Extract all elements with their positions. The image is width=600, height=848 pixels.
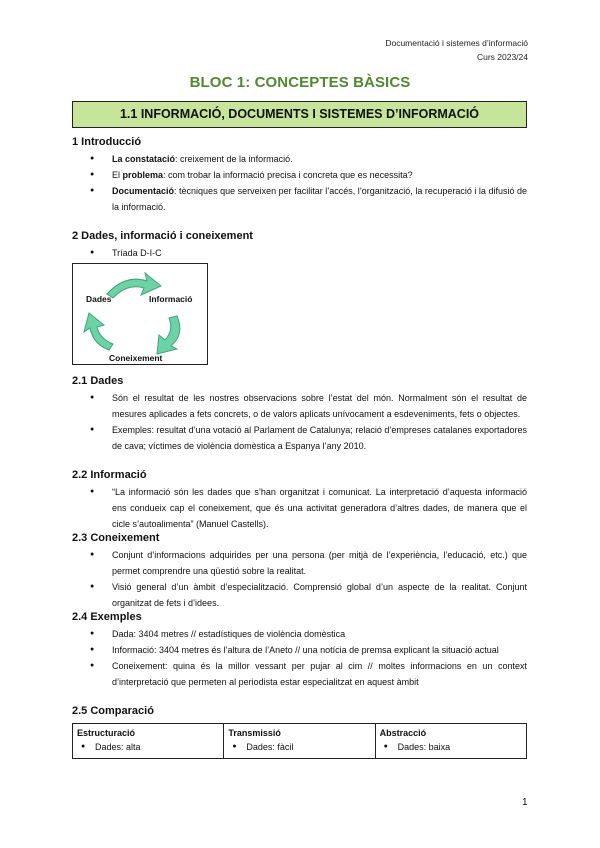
comparacio-heading: 2.5 Comparació	[72, 705, 154, 717]
column-title: Estructuració	[77, 728, 136, 738]
comparison-table	[72, 723, 527, 759]
column-value: ● Dades: baixa	[380, 740, 522, 754]
dic-cycle-diagram	[72, 263, 208, 365]
column-title: Abstracció	[379, 728, 427, 738]
coneixement-heading: 2.3 Coneixement	[72, 532, 160, 544]
label-dades: Dades	[86, 294, 112, 304]
exemples-list	[90, 626, 527, 690]
list-item: ● Informació: 3404 metres és l’altura de l’Aneto // una notícia de premsa explicant la situació actual	[90, 642, 527, 658]
label-coneixement: Coneixement	[109, 353, 163, 363]
dic-list	[90, 245, 527, 261]
dic-heading: 2 Dades, informació i coneixement	[72, 230, 253, 242]
list-item: ● Conjunt d’informacions adquirides per una persona (per mitjà de l’experiència, l’educació, etc.) que permet comprendre una qüestió sobre la realitat.	[90, 547, 527, 579]
list-item: ● Visió general d’un àmbit d’especialització. Comprensió global d’un aspecte de la realitat. Conjunt organitzat de fets i d’idees.	[90, 579, 527, 611]
item-text: : com trobar la informació precisa i concreta que es necessita?	[163, 170, 413, 180]
bloc-title: BLOC 1: CONCEPTES BÀSICS	[189, 74, 411, 91]
list-item: ● Dada: 3404 metres // estadístiques de violència domèstica	[90, 626, 527, 642]
column-value: ● Dades: alta	[77, 740, 219, 754]
informacio-list	[90, 484, 527, 532]
term: Documentació	[112, 186, 175, 196]
table-cell	[73, 724, 224, 759]
intro-heading: 1 Introducció	[72, 136, 142, 148]
header-course: Curs 2023/24	[476, 52, 528, 62]
label-informacio: Informació	[149, 294, 193, 304]
arrow-informacio-coneixement-icon	[157, 316, 180, 354]
list-item: ● “La informació són les dades que s’han organitzat i comunicat. La interpretació d’aquesta informació ens condueix cap el coneixement, que és una activitat generadora d’altres dades, de manera que el cicle s’autoalimenta” (Manuel Castells).	[90, 484, 527, 532]
list-item	[90, 167, 527, 183]
arrow-coneixement-dades-icon	[84, 313, 113, 350]
dades-heading: 2.1 Dades	[72, 375, 124, 387]
section-title: 1.1 INFORMACIÓ, DOCUMENTS I SISTEMES D’INFORMACIÓ	[72, 101, 527, 128]
coneixement-list	[90, 547, 527, 611]
dades-list	[90, 390, 527, 454]
informacio-heading: 2.2 Informació	[72, 469, 147, 481]
table-row	[73, 724, 527, 759]
item-text: : creixement de la informació.	[175, 154, 293, 164]
header-doc-title: Documentació i sistemes d’informació	[385, 38, 528, 48]
term: La constatació	[112, 154, 176, 164]
page-number: 1	[522, 797, 528, 808]
column-title: Transmissió	[228, 728, 281, 738]
exemples-heading: 2.4 Exemples	[72, 611, 142, 623]
term: problema	[122, 170, 164, 180]
table-cell	[224, 724, 375, 759]
intro-list	[90, 151, 527, 215]
table-cell	[375, 724, 526, 759]
list-item: ● Exemples: resultat d’una votació al Parlament de Catalunya; relació d’empreses catalanes exportadores de cava; víctimes de violència domèstica a Espanya l’any 2010.	[90, 422, 527, 454]
item-text: : tècniques que serveixen per facilitar l’accés, l’organització, la recuperació i la difusió de la informació.	[112, 186, 527, 212]
item-prefix: El	[112, 170, 123, 180]
list-item	[90, 151, 527, 167]
list-item: ● Tríada D-I-C	[90, 245, 527, 261]
page-header	[385, 36, 528, 64]
column-value: ● Dades: fàcil	[228, 740, 370, 754]
list-item	[90, 183, 527, 215]
list-item: ● Són el resultat de les nostres observacions sobre l’estat del món. Normalment són el resultat de mesures aplicades a fets concrets, o de valors aplicats unívocament a esdeveniments, fets o objectes.	[90, 390, 527, 422]
list-item: ● Coneixement: quina és la millor vessant per pujar al cim // moltes informacions en un context d’interpretació que permeten al periodista estar especialitzat en aquest àmbit	[90, 658, 527, 690]
